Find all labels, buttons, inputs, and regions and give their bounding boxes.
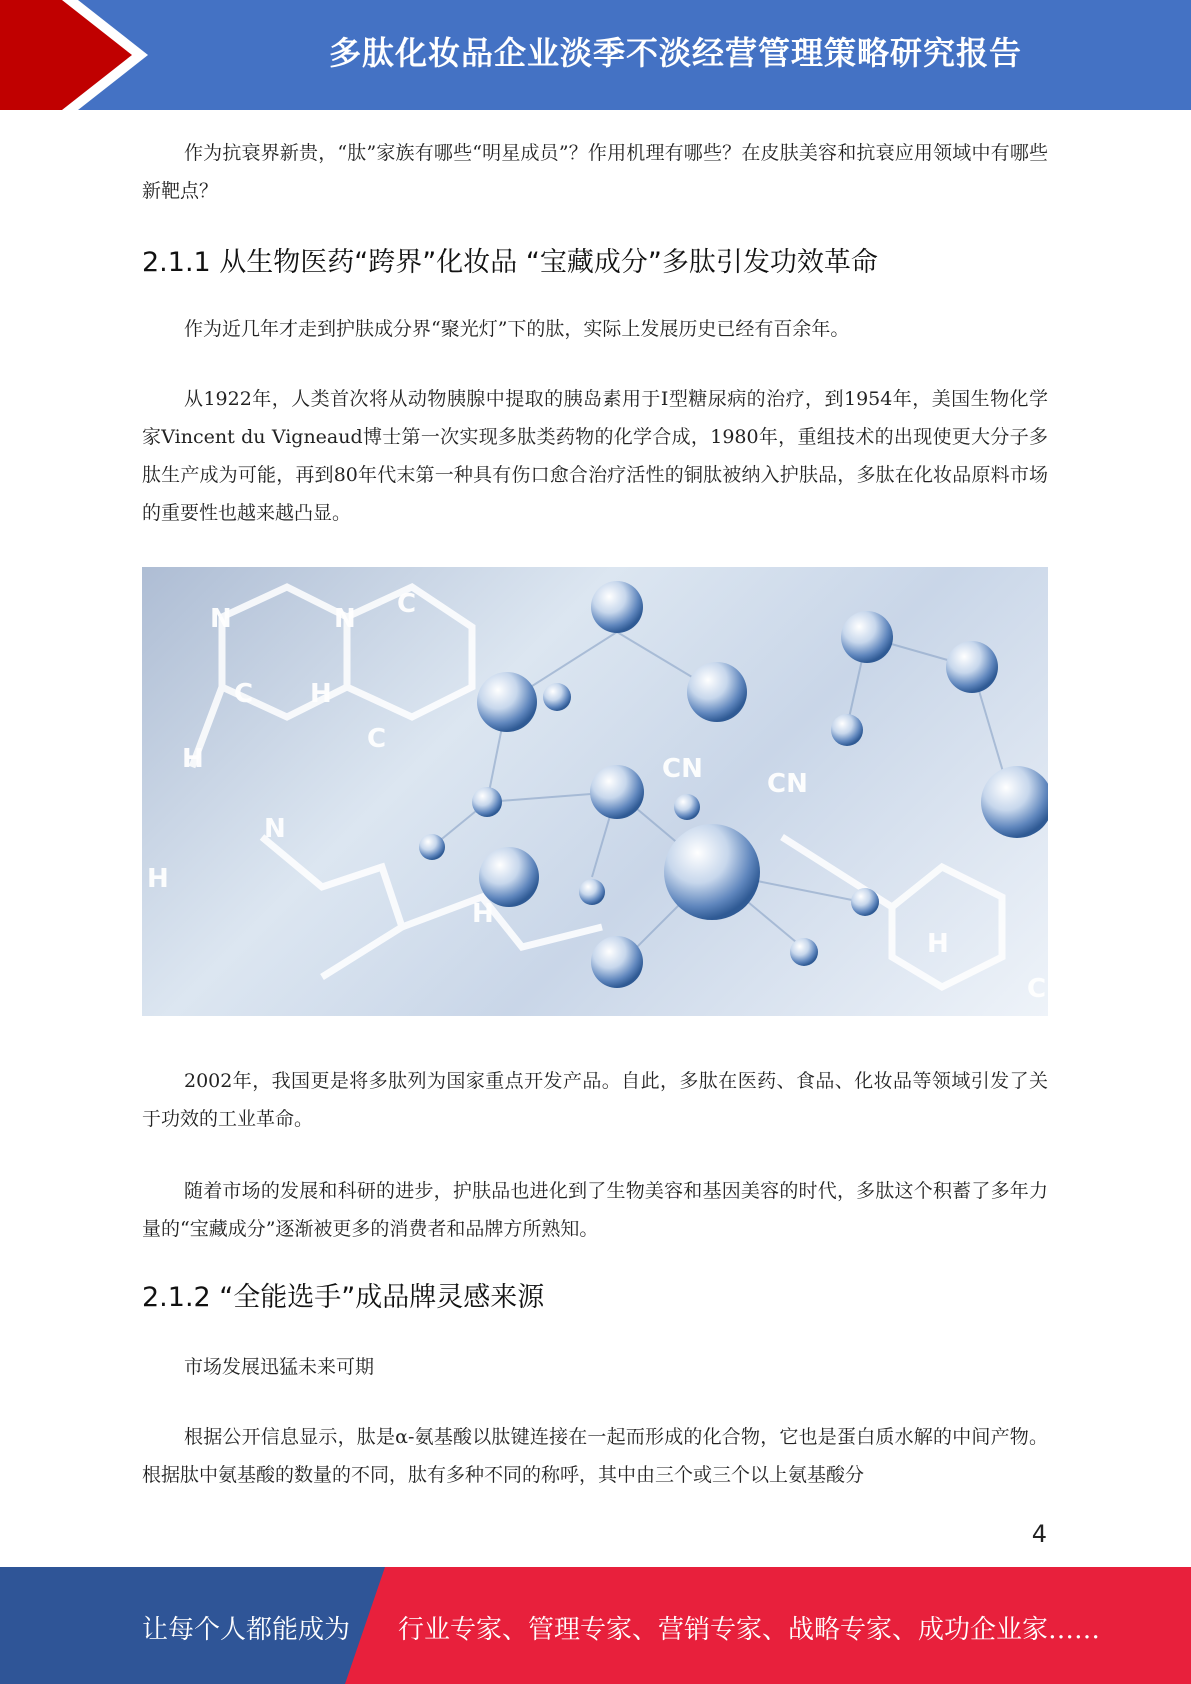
paragraph-intro: 作为抗衰界新贵，“肽”家族有哪些“明星成员”？作用机理有哪些？在皮肤美容和抗衰应用领域中有哪些新靶点？ — [142, 142, 1048, 202]
paragraph-block-3 — [142, 380, 1048, 532]
section-heading-2-1-2: 2.1.2 “全能选手”成品牌灵感来源 — [142, 1282, 545, 1313]
paragraph-subtitle: 市场发展迅猛未来可期 — [184, 1356, 375, 1378]
molecule-illustration — [142, 567, 1048, 1016]
paragraph-block-7 — [142, 1418, 1048, 1494]
fig-label-c3: C — [367, 724, 387, 754]
paragraph-timeline: 从1922年，人类首次将从动物胰腺中提取的胰岛素用于Ⅰ型糖尿病的治疗，到1954年，美国生物化学家Vincent du Vigneaud博士第一次实现多肽类药物的化学合成，1980年，重组技术的出现使更大分子多肽生产成为可能，再到80年代末第一种具有伤口愈合治疗活性的铜肽被纳入护肤品，多肽在化妆品原料市场的重要性也越来越凸显。 — [142, 388, 1048, 524]
fig-label-h1: H — [310, 679, 332, 709]
fig-label-h3: H — [147, 864, 169, 894]
paragraph-history: 作为近几年才走到护肤成分界“聚光灯”下的肽，实际上发展历史已经有百余年。 — [184, 318, 850, 340]
paragraph-block-6 — [142, 1348, 1048, 1386]
paragraph-block-2 — [142, 310, 1048, 348]
paragraph-block-5 — [142, 1172, 1048, 1248]
fig-label-n2: N — [334, 604, 356, 634]
header-chevron-icon — [0, 0, 160, 110]
fig-label-n1: N — [210, 604, 232, 634]
section-heading-2-1-1: 2.1.1 从生物医药“跨界”化妆品 “宝藏成分”多肽引发功效革命 — [142, 247, 878, 278]
paragraph-block-4 — [142, 1062, 1048, 1138]
fig-label-h5: H — [927, 929, 949, 959]
paragraph-definition: 根据公开信息显示，肽是α-氨基酸以肽键连接在一起而形成的化合物，它也是蛋白质水解的中间产物。根据肽中氨基酸的数量的不同，肽有多种不同的称呼，其中由三个或三个以上氨基酸分 — [142, 1426, 1048, 1486]
footer-slogan-left: 让每个人都能成为 — [142, 1615, 351, 1645]
fig-label-cn2: CN — [767, 769, 808, 799]
fig-label-cn1: CN — [662, 754, 703, 784]
fig-label-c4: C — [1027, 974, 1047, 1004]
page-number: 4 — [1031, 1520, 1047, 1548]
molecule-image — [142, 567, 1048, 1016]
intro-paragraph-block — [142, 134, 1048, 210]
paragraph-2002: 2002年，我国更是将多肽列为国家重点开发产品。自此，多肽在医药、食品、化妆品等领域引发了关于功效的工业革命。 — [142, 1070, 1048, 1130]
page-footer — [0, 1567, 1191, 1684]
fig-label-h4: H — [472, 899, 494, 929]
fig-label-h2: H — [182, 744, 204, 774]
fig-label-c1: C — [234, 679, 254, 709]
report-title: 多肽化妆品企业淡季不淡经营管理策略研究报告 — [328, 34, 1022, 72]
paragraph-market: 随着市场的发展和科研的进步，护肤品也进化到了生物美容和基因美容的时代，多肽这个积蓄了多年力量的“宝藏成分”逐渐被更多的消费者和品牌方所熟知。 — [142, 1180, 1048, 1240]
section-heading-block — [142, 240, 1048, 279]
fig-label-n3: N — [264, 814, 286, 844]
section-heading-block-2 — [142, 1275, 1048, 1314]
footer-slogan-right: 行业专家、管理专家、营销专家、战略专家、成功企业家…… — [398, 1615, 1101, 1645]
page-header — [0, 0, 1191, 110]
fig-label-c2: C — [397, 589, 417, 619]
